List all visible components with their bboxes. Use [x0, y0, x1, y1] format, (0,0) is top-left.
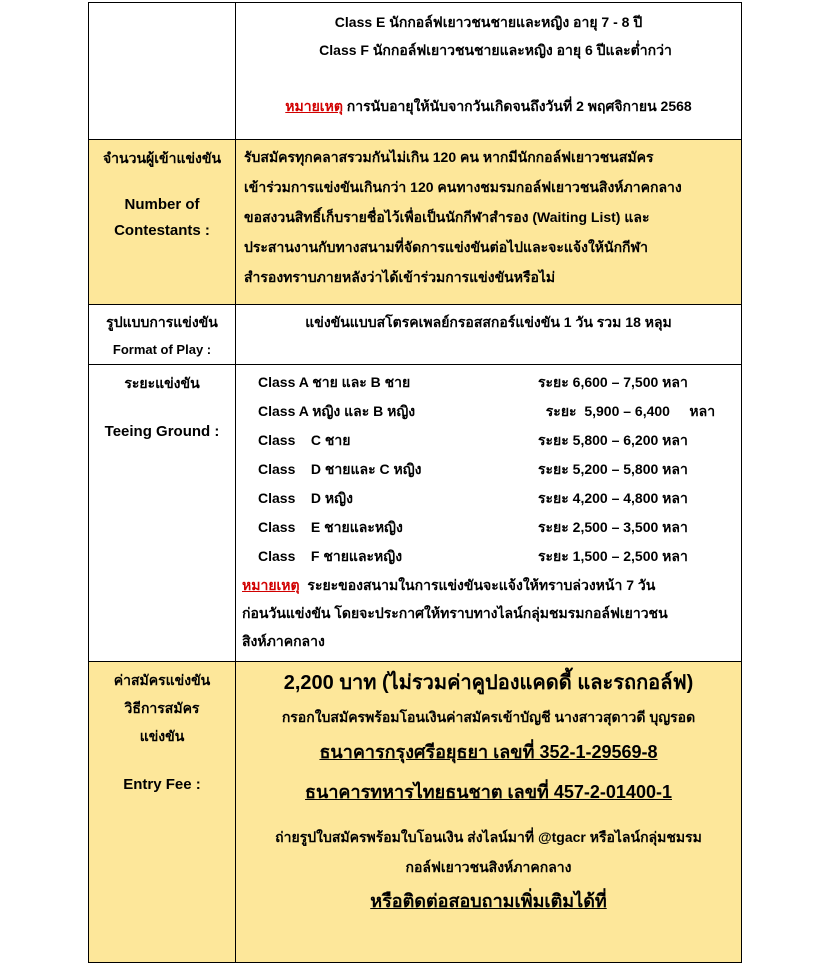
fee-row [89, 662, 742, 963]
tee-note [242, 571, 741, 599]
format-label-en: Format of Play : [112, 342, 212, 357]
format-content-cell [236, 305, 742, 365]
line-submission-1: ถ่ายรูปใบสมัครพร้อมใบโอนเงิน ส่งไลน์มาที่ @tgacr หรือไลน์กลุ่มชมรม [275, 829, 702, 845]
tee-distance-row [236, 513, 741, 542]
tee-distance-row [236, 484, 741, 513]
tee-class: Class C ชาย [258, 432, 351, 448]
tee-note-line: ก่อนวันแข่งขัน โดยจะประกาศให้ทราบทางไลน์กลุ่มชมรมกอล์ฟเยาวชน [242, 605, 668, 621]
contestants-line: รับสมัครทุกคลาสรวมกันไม่เกิน 120 คน หากมีนักกอล์ฟเยาวชนสมัคร [244, 149, 654, 165]
teeing-label-en: Teeing Ground : [104, 423, 220, 440]
bank-account-1: ธนาคารกรุงศรีอยุธยา เลขที่ 352-1-29569-8 [319, 742, 658, 762]
class-e-line: Class E นักกอล์ฟเยาวชนชายและหญิง อายุ 7 - 8 ปี [334, 14, 643, 30]
tee-distance: ระยะ 1,500 – 2,500 หลา [538, 548, 688, 564]
classes-row [89, 3, 742, 140]
age-note-text: การนับอายุให้นับจากวันเกิดจนถึงวันที่ 2 พฤศจิกายน 2568 [342, 98, 692, 114]
tee-distance: ระยะ 4,200 – 4,800 หลา [538, 490, 688, 506]
fee-label-en: Entry Fee : [123, 776, 201, 793]
transfer-instructions: กรอกใบสมัครพร้อมโอนเงินค่าสมัครเข้าบัญชี นางสาวสุดาวดี บุญรอด [281, 709, 696, 725]
fee-label-th-2: วิธีการสมัคร [124, 700, 200, 716]
tee-class: Class E ชายและหญิง [258, 519, 403, 535]
fee-label-th-1: ค่าสมัครแข่งขัน [113, 672, 211, 688]
contestants-content-cell [236, 140, 742, 305]
teeing-label-th: ระยะแข่งขัน [124, 375, 200, 391]
contestants-label-en-2: Contestants : [114, 222, 210, 239]
contestants-line: ขอสงวนสิทธิ์เก็บรายชื่อไว้เพื่อเป็นนักกีฬาสำรอง (Waiting List) และ [244, 209, 650, 225]
note-label: หมายเหตุ [285, 98, 343, 114]
fee-label-th-3: แข่งขัน [139, 728, 185, 744]
fee-content-cell [236, 662, 742, 963]
contestants-line: เข้าร่วมการแข่งขันเกินกว่า 120 คนทางชมรมกอล์ฟเยาวชนสิงห์ภาคกลาง [244, 179, 682, 195]
note-label: หมายเหตุ [242, 577, 300, 593]
teeing-label-cell [89, 365, 236, 662]
contestants-line: สำรองทราบภายหลังว่าได้เข้าร่วมการแข่งขันหรือไม่ [244, 269, 556, 285]
tee-note-line: สิงห์ภาคกลาง [242, 633, 325, 649]
tee-note-text: ระยะของสนามในการแข่งขันจะแจ้งให้ทราบล่วงหน้า 7 วัน [299, 577, 656, 593]
tee-distance-row [236, 368, 741, 397]
tee-distance-row [236, 455, 741, 484]
contestants-label-cell [89, 140, 236, 305]
tee-class: Class D หญิง [258, 490, 353, 506]
contestants-row [89, 140, 742, 305]
format-label-cell [89, 305, 236, 365]
tee-class: Class A ชาย และ B ชาย [258, 374, 411, 390]
age-note [236, 92, 741, 120]
teeing-row [89, 365, 742, 662]
tee-distance: ระยะ 5,200 – 5,800 หลา [538, 461, 688, 477]
tee-distance-row [236, 426, 741, 455]
fee-label-cell [89, 662, 236, 963]
class-f-line: Class F นักกอล์ฟเยาวชนชายและหญิง อายุ 6 ปีและต่ำกว่า [319, 42, 672, 58]
tee-distance-row [236, 542, 741, 571]
fee-amount: 2,200 บาท (ไม่รวมค่าคูปองแคดดี้ และรถกอล์ฟ) [283, 672, 694, 694]
classes-content-cell [236, 3, 742, 140]
teeing-content-cell [236, 365, 742, 662]
tee-distance: ระยะ 5,800 – 6,200 หลา [538, 432, 688, 448]
document-page [88, 2, 742, 963]
contact-heading: หรือติดต่อสอบถามเพิ่มเติมได้ที่ [370, 891, 607, 911]
tee-class: Class D ชายและ C หญิง [258, 461, 422, 477]
tee-distance: ระยะ 5,900 – 6,400 หลา [538, 403, 716, 419]
line-submission-2: กอล์ฟเยาวชนสิงห์ภาคกลาง [405, 859, 572, 875]
tee-class: Class F ชายและหญิง [258, 548, 403, 564]
contestants-label-th: จำนวนผู้เข้าแข่งขัน [102, 150, 222, 166]
tee-distance: ระยะ 2,500 – 3,500 หลา [538, 519, 688, 535]
bank-account-2: ธนาคารทหารไทยธนชาต เลขที่ 457-2-01400-1 [305, 782, 672, 802]
contestants-line: ประสานงานกับทางสนามที่จัดการแข่งขันต่อไปและจะแจ้งให้นักกีฬา [244, 239, 648, 255]
format-text: แข่งขันแบบสโตรคเพลย์กรอสสกอร์แข่งขัน 1 วัน รวม 18 หลุม [305, 314, 672, 330]
contestants-label-en-1: Number of [124, 196, 200, 213]
tee-class: Class A หญิง และ B หญิง [258, 403, 416, 419]
tee-distance-row [236, 397, 741, 426]
competition-details-table [88, 2, 742, 963]
tee-distance: ระยะ 6,600 – 7,500 หลา [538, 374, 688, 390]
format-row [89, 305, 742, 365]
format-label-th: รูปแบบการแข่งขัน [106, 314, 218, 330]
classes-label-cell [89, 3, 236, 140]
